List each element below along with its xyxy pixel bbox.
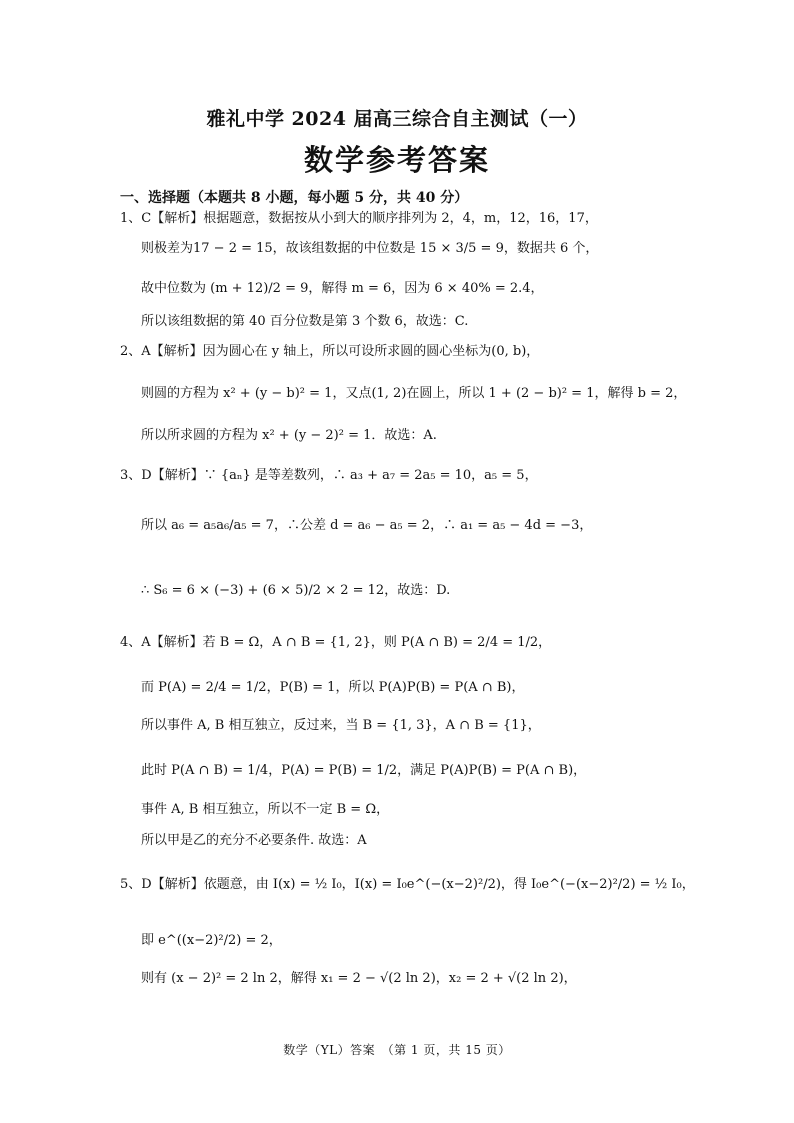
page-footer: 数学（YL）答案 （第 1 页，共 15 页） <box>283 1043 511 1057</box>
q4-line-1: 4、A【解析】若 B = Ω，A ∩ B = {1, 2}，则 P(A ∩ B) = 2/4 = 1/2， <box>120 635 552 650</box>
q2-line-2: 则圆的方程为 x² + (y − b)² = 1，又点(1, 2)在圆上，所以 1 + (2 − b)² = 1，解得 b = 2， <box>141 386 687 401</box>
q4-line-2: 而 P(A) = 2/4 = 1/2，P(B) = 1，所以 P(A)P(B) = P(A ∩ B)， <box>141 680 525 695</box>
q5-line-2: 即 e^((x−2)²/2) = 2， <box>141 933 282 948</box>
q4-line-3: 所以事件 A, B 相互独立，反过来，当 B = {1, 3}，A ∩ B = {1}， <box>141 718 541 733</box>
q1-line-2: 则极差为17 − 2 = 15，故该组数据的中位数是 15 × 3/5 = 9，数据共 6 个， <box>141 241 599 256</box>
section-heading-multiple-choice: 一、选择题（本题共 8 小题，每小题 5 分，共 40 分） <box>120 190 469 206</box>
q4-line-6: 所以甲是乙的充分不必要条件. 故选：A <box>141 833 367 848</box>
q1-line-4: 所以该组数据的第 40 百分位数是第 3 个数 6，故选：C. <box>141 314 469 329</box>
q3-line-1: 3、D【解析】∵ {aₙ} 是等差数列，∴ a₃ + a₇ = 2a₅ = 10，a₅ = 5， <box>120 468 538 483</box>
exam-title: 雅礼中学 2024 届高三综合自主测试（一） <box>206 108 588 130</box>
q1-line-3: 故中位数为 (m + 12)/2 = 9，解得 m = 6，因为 6 × 40% = 2.4， <box>141 281 544 296</box>
q3-line-2: 所以 a₆ = a₅a₆/a₅ = 7，∴公差 d = a₆ − a₅ = 2，∴ a₁ = a₅ − 4d = −3， <box>141 518 593 533</box>
q4-line-5: 事件 A, B 相互独立，所以不一定 B = Ω， <box>141 802 390 817</box>
q1-line-1: 1、C【解析】根据题意，数据按从小到大的顺序排列为 2，4，m，12，16，17， <box>120 211 598 226</box>
q3-line-3: ∴ S₆ = 6 × (−3) + (6 × 5)/2 × 2 = 12，故选：D. <box>141 583 451 598</box>
q2-line-1: 2、A【解析】因为圆心在 y 轴上，所以可设所求圆的圆心坐标为(0, b)， <box>120 344 540 359</box>
q5-line-1: 5、D【解析】依题意，由 I(x) = ½ I₀，I(x) = I₀e^(−(x−2)²/2)，得 I₀e^(−(x−2)²/2) = ½ I₀， <box>120 877 695 892</box>
q2-line-3: 所以所求圆的方程为 x² + (y − 2)² = 1．故选：A. <box>141 428 437 443</box>
answer-subtitle: 数学参考答案 <box>303 143 490 177</box>
q4-line-4: 此时 P(A ∩ B) = 1/4，P(A) = P(B) = 1/2，满足 P(A)P(B) = P(A ∩ B)， <box>141 763 587 778</box>
q5-line-3: 则有 (x − 2)² = 2 ln 2，解得 x₁ = 2 − √(2 ln 2)，x₂ = 2 + √(2 ln 2)， <box>141 971 577 986</box>
